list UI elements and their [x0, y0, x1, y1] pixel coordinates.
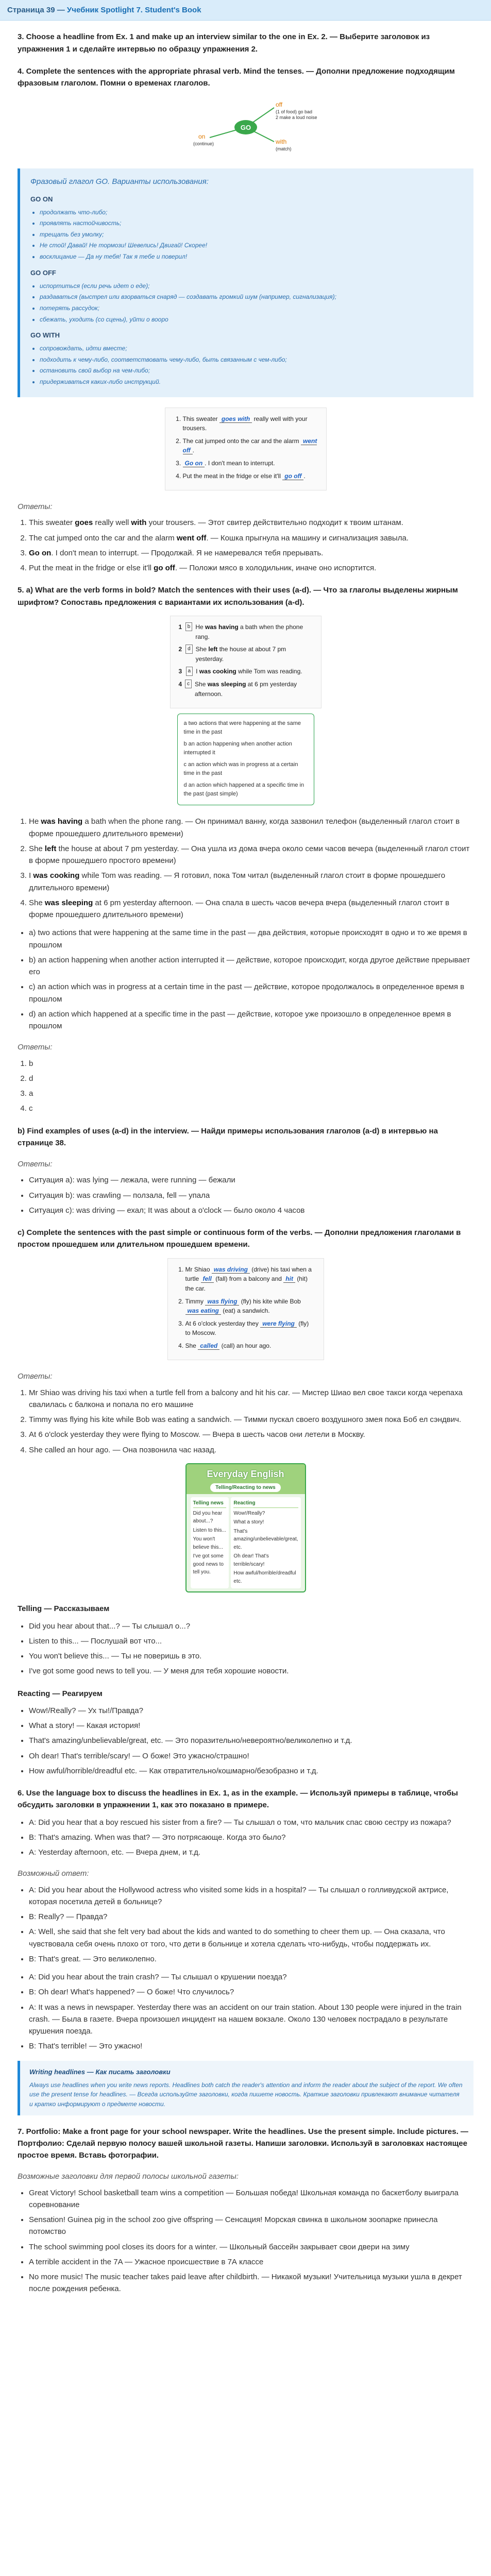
list-item: What a story! — [233, 1519, 264, 1526]
list-item: • Oh dear! That's terrible/scary! — О боже! Это ужасно/страшно! — [29, 1750, 473, 1762]
list-item: • проявлять настойчивость; — [40, 218, 463, 228]
list-item: • подходить к чему-либо, соответствовать чему-либо, быть связанным с чем-либо; — [40, 355, 463, 365]
reacting-heading: Reacting — Реагируем — [18, 1689, 103, 1698]
go-off-label: off — [275, 101, 282, 109]
go-with-title: GO WITH — [30, 331, 60, 340]
ex5c-task: c) Complete the sentences with the past simple or continuous form of the verbs. — Дополни предложения глаголами в простом прошедшем или длительном прошедшем времени. — [18, 1228, 461, 1249]
ex4-sentence-2: 2. The cat jumped onto the car and the alarm went off . — [183, 436, 318, 455]
telling-heading: Telling — Рассказываем — [18, 1604, 110, 1614]
list-item: • That's amazing/unbelievable/great, etc. — Это поразительно/невероятно/великолепно и т.д. — [29, 1735, 473, 1747]
ex7-possible-label: Возможные заголовки для первой полосы школьной газеты: — [18, 2172, 239, 2181]
list-item: • A: Did you hear about the train crash? — Ты слышал о крушении поезда? — [29, 1971, 473, 1983]
list-item: • сбежать, уходить (со сцены), уйти о вооро — [40, 315, 463, 325]
ex5-sentences-card — [170, 616, 321, 708]
list-item: 4. Put the meat in the fridge or else it'll go off. — Положи мясо в холодильник, иначе оно испортится. — [29, 562, 473, 574]
ex5a-task: 5. a) What are the verb forms in bold? Match the sentences with their uses (a-d). — Что за глаголы выделены жирным шрифтом? Сопоставь предложения с вариантами их использования (a-d). — [18, 586, 458, 607]
list-item: • трещать без умолку; — [40, 230, 463, 240]
go-diagram-figure — [18, 96, 473, 158]
list-item: • Ситуация b): was crawling — ползала, fell — упала — [29, 1190, 473, 1201]
go-box-heading: Фразовый глагол GO. Варианты использования: — [30, 177, 209, 187]
ex6-dialogue-2 — [18, 1971, 473, 2053]
ex5-answer-items — [18, 816, 473, 921]
ex4-exercise-card — [165, 408, 327, 491]
list-item: • Listen to this... — Послушай вот что... — [29, 1635, 473, 1647]
list-item: • B: That's terrible! — Это ужасно! — [29, 2040, 473, 2052]
use-item: d an action which happened at a specific time in the past (past simple) — [183, 782, 304, 798]
list-item: 3. I was cooking while Tom was reading. — Я готовил, пока Том читал (выделенный глагол стоит в форме прошедшего длительного времени) — [29, 870, 473, 894]
ex4-task: 4. Complete the sentences with the appropriate phrasal verb. Mind the tenses. — Дополни предложение подходящим фразовым глаголом. Помни о временах глаголов. — [18, 66, 455, 88]
use-item: a two actions that were happening at the same time in the past — [183, 720, 301, 736]
reacting-list — [18, 1705, 473, 1777]
everyday-english-figure — [18, 1463, 473, 1592]
everyday-english-card — [185, 1463, 306, 1592]
writing-headlines-note — [18, 2061, 473, 2115]
ex5b-answers — [18, 1174, 473, 1216]
go-with-label: with — [275, 138, 286, 146]
ex5-letter-answers — [18, 1058, 473, 1115]
list-item: • No more music! The music teacher takes paid leave after childbirth. — Никакой музыки! Учительница музыки ушла в декрет после рождения ребенка. — [29, 2271, 473, 2295]
list-item: • испортиться (если речь идет о еде); — [40, 281, 463, 291]
list-item: • продолжать что-либо; — [40, 208, 463, 217]
ex4-answers-label: Ответы: — [18, 502, 53, 512]
list-item: • A terrible accident in the 7A — Ужасное происшествие в 7А классе — [29, 2256, 473, 2268]
ex5b-answers-label: Ответы: — [18, 1160, 53, 1169]
ex5-use-translations — [18, 927, 473, 1032]
list-item: • d) an action which happened at a specific time in the past — действие, которое уже произошло в определенное время в прошлом — [29, 1008, 473, 1032]
ex5c-sentence-4: 4. She called (call) an hour ago. — [185, 1341, 315, 1351]
ex7-task: 7. Portfolio: Make a front page for your school newspaper. Write the headlines. Use the present simple. Include pictures. — Портфолио: Сделай первую полосу вашей школьной газеты. Напиши заголовки. Используй в заголовках настоящее простое время. Вставь фотографии. — [18, 2127, 468, 2160]
ex5-answers-label: Ответы: — [18, 1043, 53, 1052]
ex6-example — [18, 1817, 473, 1859]
list-item: • потерять рассудок; — [40, 303, 463, 313]
list-item: • A: Did you hear about the Hollywood actress who visited some kids in a hospital? — Ты слышал о голливудской актрисе, которая посетила детей в больнице? — [29, 1884, 473, 1908]
ex5c-sentence-1: 1. Mr Shiao was driving (drive) his taxi when a turtle fell (fall) from a balcony and hit (hit) the car. — [185, 1265, 315, 1294]
list-item: • раздаваться (выстрел или взорваться снаряд — создавать громкий шум (например, сигнализация); — [40, 292, 463, 302]
writing-headlines-text: Always use headlines when you write news reports. Headlines both catch the reader's attention and inform the reader about the subject of the report. We often use the present tense for headlines. — Всегда используйте заголовки, когда пишете новость. Краткие заголовки привлекают внимание читателя и кратко информируют о предмете новости. — [29, 2081, 463, 2108]
go-off-meaning-1: (1 of food) go bad — [275, 109, 312, 115]
ex5-uses-box — [177, 714, 314, 805]
list-item: 4. She called an hour ago. — Она позвонила час назад. — [29, 1444, 473, 1456]
list-item: 1. He was having a bath when the phone rang. — Он принимал ванну, когда зазвонил телефон (выделенный глагол стоит в форме прошедшего длительного времени) — [29, 816, 473, 840]
list-item: 2. She left the house at about 7 pm yesterday. — Она ушла из дома вчера около семи часов вечера (выделенный глагол стоит в форме прошедшего простого времени) — [29, 843, 473, 867]
list-item: • Great Victory! School basketball team wins a competition — Большая победа! Школьная команда по баскетболу выиграла соревнование — [29, 2187, 473, 2211]
title-link[interactable]: Учебник Spotlight 7. Student's Book — [66, 6, 201, 14]
list-item: • A: It was a news in newspaper. Yesterday there was an accident on our train station. About 130 people were injured in the train crash. — Была в газете. Вчера произошел инцидент на нашем вокзале. Около 130 человек пострадало в результате крушения поезда. — [29, 2002, 473, 2038]
list-item: • Не стой! Давай! Не тормози! Шевелись! Двигай! Скорее! — [40, 241, 463, 250]
list-item: You won't believe this... — [193, 1536, 223, 1550]
list-item: 3. Go on. I don't mean to interrupt. — Продолжай. Я не намеревался тебя прерывать. — [29, 547, 473, 559]
list-item: Oh dear! That's terrible/scary! — [233, 1553, 269, 1567]
ex4-sentence-3: 3. Go on . I don't mean to interrupt. — [183, 459, 318, 468]
telling-list — [18, 1620, 473, 1677]
ex5-sentence-4: 4 c She was sleeping at 6 pm yesterday afternoon. — [178, 680, 297, 698]
everyday-english-subtitle: Telling/Reacting to news — [210, 1483, 281, 1493]
go-diagram — [168, 96, 323, 158]
list-item: • I've got some good news to tell you. — У меня для тебя хорошие новости. — [29, 1665, 473, 1677]
ex5c-answers — [18, 1387, 473, 1456]
list-item: • A: Well, she said that she felt very bad about the kids and wanted to do something to cheer them up. — Она сказала, что чувствовала себя очень плохо от того, что дети в больнице и хотела сделать что-нибудь, чтобы поддержать их. — [29, 1926, 473, 1950]
ex5c-answers-label: Ответы: — [18, 1372, 53, 1381]
list-item: • Ситуация a): was lying — лежала, were running — бежали — [29, 1174, 473, 1186]
list-item: Did you hear about...? — [193, 1510, 223, 1524]
list-item: That's amazing/unbelievable/great, etc. — [233, 1528, 298, 1550]
go-on-title: GO ON — [30, 195, 53, 203]
ex7-headlines — [18, 2187, 473, 2295]
go-center: GO — [240, 124, 251, 132]
list-item: 1. Mr Shiao was driving his taxi when a turtle fell from a balcony and hit his car. — Мистер Шиао вел свое такси когда черепаха свалилась с балкона и попала по его машине — [29, 1387, 473, 1411]
list-item: 2. Timmy was flying his kite while Bob was eating a sandwich. — Тимми пускал своего воздушного змея пока Боб ел сэндвич. — [29, 1414, 473, 1426]
ex5c-figure — [18, 1258, 473, 1361]
list-item: 3. At 6 o'clock yesterday they were flying to Moscow. — Вчера в шесть часов они летели в Москву. — [29, 1429, 473, 1440]
list-item: 2. d — [29, 1073, 473, 1084]
list-item: 1. b — [29, 1058, 473, 1070]
list-item: • B: Oh dear! What's happened? — О боже! Что случилось? — [29, 1986, 473, 1998]
ex6-dialogue-1 — [18, 1884, 473, 1965]
list-item: • Wow!/Really? — Ух ты!/Правда? — [29, 1705, 473, 1717]
go-on-label: on — [198, 133, 205, 141]
use-item: b an action happening when another action interrupted it — [183, 741, 292, 756]
list-item: • остановить свой выбор на чем-либо; — [40, 366, 463, 376]
everyday-english-brand: Everyday English — [207, 1468, 284, 1479]
list-item: How awful/horrible/dreadful etc. — [233, 1570, 296, 1584]
list-item: 3. a — [29, 1088, 473, 1099]
ex5c-exercise-card — [167, 1258, 324, 1361]
list-item: • b) an action happening when another action interrupted it — действие, которое происходит, когда другое действие прерывает его — [29, 954, 473, 978]
list-item: • A: Yesterday afternoon, etc. — Вчера днем, и т.д. — [29, 1846, 473, 1858]
list-item: • Ситуация c): was driving — ехал; It was about a o'clock — было около 4 часов — [29, 1205, 473, 1216]
list-item: • восклицание — Да ну тебя! Так я тебе и поверил! — [40, 252, 463, 262]
list-item: • сопровождать, идти вместе; — [40, 344, 463, 353]
list-item: 4. c — [29, 1103, 473, 1114]
use-item: c an action which was in progress at a certain time in the past — [183, 761, 298, 777]
list-item: • a) two actions that were happening at the same time in the past — два действия, которые происходят в одно и то же время в прошлом — [29, 927, 473, 951]
go-with-list — [30, 344, 463, 386]
list-item: Listen to this... — [193, 1527, 226, 1533]
go-off-title: GO OFF — [30, 268, 56, 277]
ex5-figure — [18, 616, 473, 806]
list-item: • What a story! — Какая история! — [29, 1720, 473, 1732]
ex5-sentence-3: 3 a I was cooking while Tom was reading. — [178, 668, 302, 675]
go-with-meaning: (match) — [275, 146, 292, 152]
go-off-list — [30, 281, 463, 324]
list-item: 2. The cat jumped onto the car and the alarm went off. — Кошка прыгнула на машину и сигнализация завыла. — [29, 532, 473, 544]
ex5-sentence-1: 1 b He was having a bath when the phone rang. — [178, 623, 303, 640]
list-item: • B: That's great. — Это великолепно. — [29, 1953, 473, 1965]
list-item: • B: That's amazing. When was that? — Это потрясающе. Когда это было? — [29, 1832, 473, 1843]
list-item: • B: Really? — Правда? — [29, 1911, 473, 1923]
ex5b-task: b) Find examples of uses (a-d) in the interview. — Найди примеры использования глаголов (a-d) в интервью на странице 38. — [18, 1126, 438, 1147]
ex5c-sentence-2: 2. Timmy was flying (fly) his kite while Bob was eating (eat) a sandwich. — [185, 1297, 315, 1316]
ex6-possible-label: Возможный ответ: — [18, 1869, 89, 1878]
reacting-column: Reacting Wow!/Really? What a story! That's amazing/unbelievable/great, etc. Oh dear! That's terrible/scary! How awful/horrible/dreadful etc. — [231, 1497, 300, 1588]
writing-headlines-title: Writing headlines — Как писать заголовки — [29, 2067, 171, 2076]
ex4-sentence-4: 4. Put the meat in the fridge or else it'll go off . — [183, 471, 318, 481]
ex6-task: 6. Use the language box to discuss the headlines in Ex. 1, as in the example. — Используй примеры в таблице, чтобы обсудить заголовки в упражнении 1, как это показано в примере. — [18, 1789, 458, 1810]
list-item: • Did you hear about that...? — Ты слышал о...? — [29, 1620, 473, 1632]
list-item: Wow!/Really? — [233, 1510, 265, 1516]
list-item: I've got some good news to tell you. — [193, 1553, 224, 1575]
go-on-list — [30, 208, 463, 262]
page-title — [0, 0, 491, 21]
ex4-sentence-1: 1. This sweater goes with really well with your trousers. — [183, 414, 318, 433]
ex4-exercise-figure — [18, 408, 473, 491]
ex4-answers — [18, 517, 473, 574]
list-item: • You won't believe this... — Ты не поверишь в это. — [29, 1650, 473, 1662]
go-on-meaning: (continue) — [193, 141, 214, 147]
title-prefix: Страница 39 — — [7, 6, 67, 14]
list-item: 4. She was sleeping at 6 pm yesterday afternoon. — Она спала в шесть часов вечера вчера (выделенный глагол стоит в форме прошедшего длительного времени) — [29, 897, 473, 921]
list-item: • c) an action which was in progress at a certain time in the past — действие, которое продолжалось в определенное время в прошлом — [29, 981, 473, 1005]
list-item: • Sensation! Guinea pig in the school zoo give offspring — Сенсация! Морская свинка в школьном зоопарке принесла потомство — [29, 2214, 473, 2238]
go-phrasal-box — [18, 168, 473, 397]
list-item: 1. This sweater goes really well with your trousers. — Этот свитер действительно подходит к твоим штанам. — [29, 517, 473, 529]
go-off-meaning-2: 2 make a loud noise — [275, 115, 317, 121]
list-item: • A: Did you hear that a boy rescued his sister from a fire? — Ты слышал о том, что мальчик спас свою сестру из пожара? — [29, 1817, 473, 1828]
ex3-task: 3. Choose a headline from Ex. 1 and make up an interview similar to the one in Ex. 2. — Выберите заголовок из упражнения 1 и сделайте интервью по образцу упражнения 2. — [18, 32, 430, 54]
ex5-sentence-2: 2 d She left the house at about 7 pm yesterday. — [178, 646, 286, 663]
list-item: • придерживаться каких-либо инструкций. — [40, 377, 463, 387]
ex5c-sentence-3: 3. At 6 o'clock yesterday they were flying (fly) to Moscow. — [185, 1319, 315, 1338]
telling-news-column: Telling news Did you hear about...? Listen to this... You won't believe this... I've got some good news to tell you. — [191, 1497, 229, 1588]
list-item: • How awful/horrible/dreadful etc. — Как отвратительно/кошмарно/безобразно и т.д. — [29, 1765, 473, 1777]
list-item: • The school swimming pool closes its doors for a winter. — Школьный бассейн закрывает свои двери на зиму — [29, 2241, 473, 2253]
